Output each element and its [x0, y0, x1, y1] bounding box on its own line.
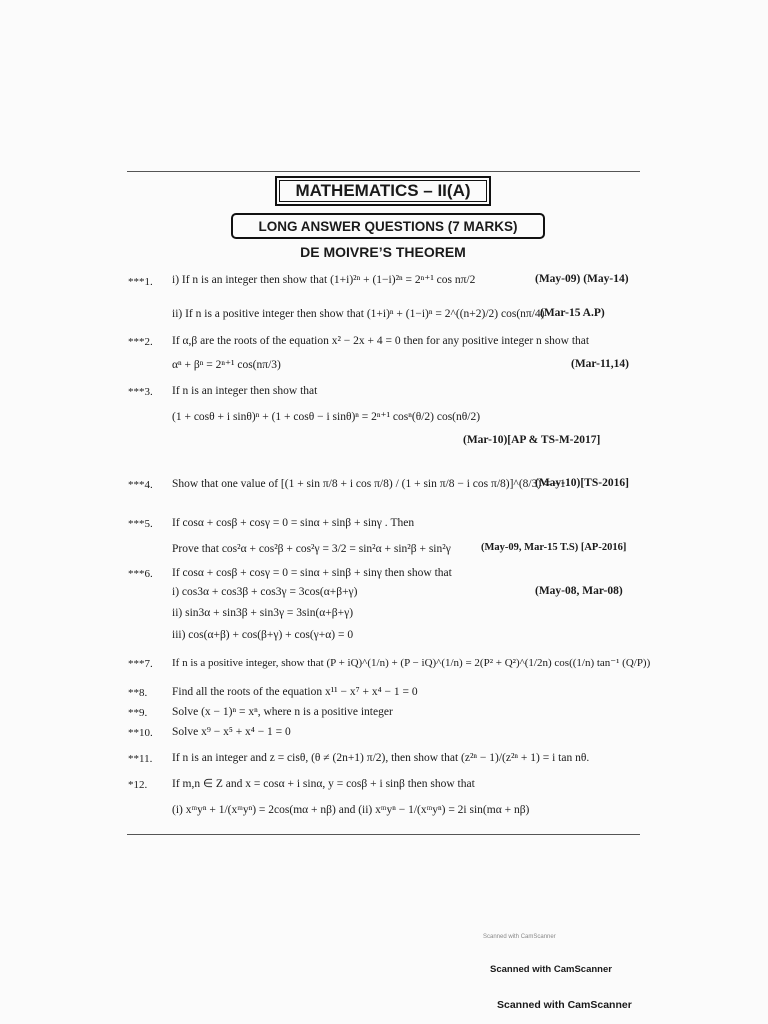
page-title: MATHEMATICS – II(A) [279, 180, 487, 202]
topic-title: DE MOIVRE’S THEOREM [300, 244, 466, 260]
question-text: If n is an integer then show that [172, 385, 318, 397]
exam-reference: (Mar-11,14) [571, 358, 630, 370]
question-text: If m,n ∈ Z and x = cosα + i sinα, y = cosβ + i sinβ then show that [172, 778, 475, 790]
question-text: i) cos3α + cos3β + cos3γ = 3cos(α+β+γ) [172, 586, 358, 598]
exam-reference: (May-08, Mar-08) [535, 585, 623, 597]
exam-reference: (May-09, Mar-15 T.S) [AP-2016] [481, 542, 627, 553]
question-text: i) If n is an integer then show that (1+i)²ⁿ + (1−i)²ⁿ = 2ⁿ⁺¹ cos nπ/2 [172, 274, 476, 286]
question-number: ***3. [128, 386, 153, 398]
question-number: **9. [128, 707, 148, 719]
question-text: Show that one value of [(1 + sin π/8 + i cos π/8) / (1 + sin π/8 − i cos π/8)]^(8/3) = −1 [172, 478, 566, 490]
scan-watermark-large: Scanned with CamScanner [497, 999, 632, 1011]
exam-reference: (Mar-10)[AP & TS-M-2017] [463, 434, 601, 446]
top-rule [127, 171, 640, 172]
question-text: Prove that cos²α + cos²β + cos²γ = 3/2 = sin²α + sin²β + sin²γ [172, 543, 451, 555]
title-box [275, 176, 491, 206]
question-number: ***5. [128, 518, 153, 530]
question-number: **10. [128, 727, 153, 739]
question-text: ii) sin3α + sin3β + sin3γ = 3sin(α+β+γ) [172, 607, 354, 619]
question-text: iii) cos(α+β) + cos(β+γ) + cos(γ+α) = 0 [172, 629, 354, 641]
question-text: If cosα + cosβ + cosγ = 0 = sinα + sinβ + sinγ then show that [172, 567, 452, 579]
question-text: (i) xᵐyⁿ + 1/(xᵐyⁿ) = 2cos(mα + nβ) and (ii) xᵐyⁿ − 1/(xᵐyⁿ) = 2i sin(mα + nβ) [172, 804, 530, 816]
exam-reference: (May-10)[TS-2016] [535, 477, 629, 489]
question-text: ii) If n is a positive integer then show that (1+i)ⁿ + (1−i)ⁿ = 2^((n+2)/2) cos(nπ/4) [172, 308, 545, 320]
question-text: Find all the roots of the equation x¹¹ − x⁷ + x⁴ − 1 = 0 [172, 686, 418, 698]
question-number: ***6. [128, 568, 153, 580]
question-text: αⁿ + βⁿ = 2ⁿ⁺¹ cos(nπ/3) [172, 359, 281, 371]
scan-watermark: Scanned with CamScanner [490, 964, 612, 975]
bottom-rule [127, 834, 640, 835]
question-number: **8. [128, 687, 148, 699]
question-text: If n is a positive integer, show that (P + iQ)^(1/n) + (P − iQ)^(1/n) = 2(P² + Q²)^(1/2n) cos((1/n) tan⁻¹ (Q/P)) [172, 657, 651, 669]
question-number: **11. [128, 753, 153, 765]
scan-watermark-small: Scanned with CamScanner [483, 934, 556, 940]
question-text: If n is an integer and z = cisθ, (θ ≠ (2n+1) π/2), then show that (z²ⁿ − 1)/(z²ⁿ + 1) = i tan nθ. [172, 752, 590, 764]
question-number: ***2. [128, 336, 153, 348]
exam-reference: (May-09) (May-14) [535, 273, 629, 285]
section-title: LONG ANSWER QUESTIONS (7 MARKS) [231, 213, 545, 239]
question-number: ***7. [128, 658, 153, 670]
question-number: *12. [128, 779, 148, 791]
question-text: Solve (x − 1)ⁿ = xⁿ, where n is a positive integer [172, 706, 393, 718]
question-number: ***1. [128, 276, 153, 288]
question-number: ***4. [128, 479, 153, 491]
exam-reference: (Mar-15 A.P) [540, 307, 605, 319]
question-text: Solve x⁹ − x⁵ + x⁴ − 1 = 0 [172, 726, 291, 738]
question-text: If α,β are the roots of the equation x² − 2x + 4 = 0 then for any positive integer n show that [172, 335, 590, 347]
question-text: (1 + cosθ + i sinθ)ⁿ + (1 + cosθ − i sinθ)ⁿ = 2ⁿ⁺¹ cosⁿ(θ/2) cos(nθ/2) [172, 411, 481, 423]
question-text: If cosα + cosβ + cosγ = 0 = sinα + sinβ + sinγ . Then [172, 517, 415, 529]
